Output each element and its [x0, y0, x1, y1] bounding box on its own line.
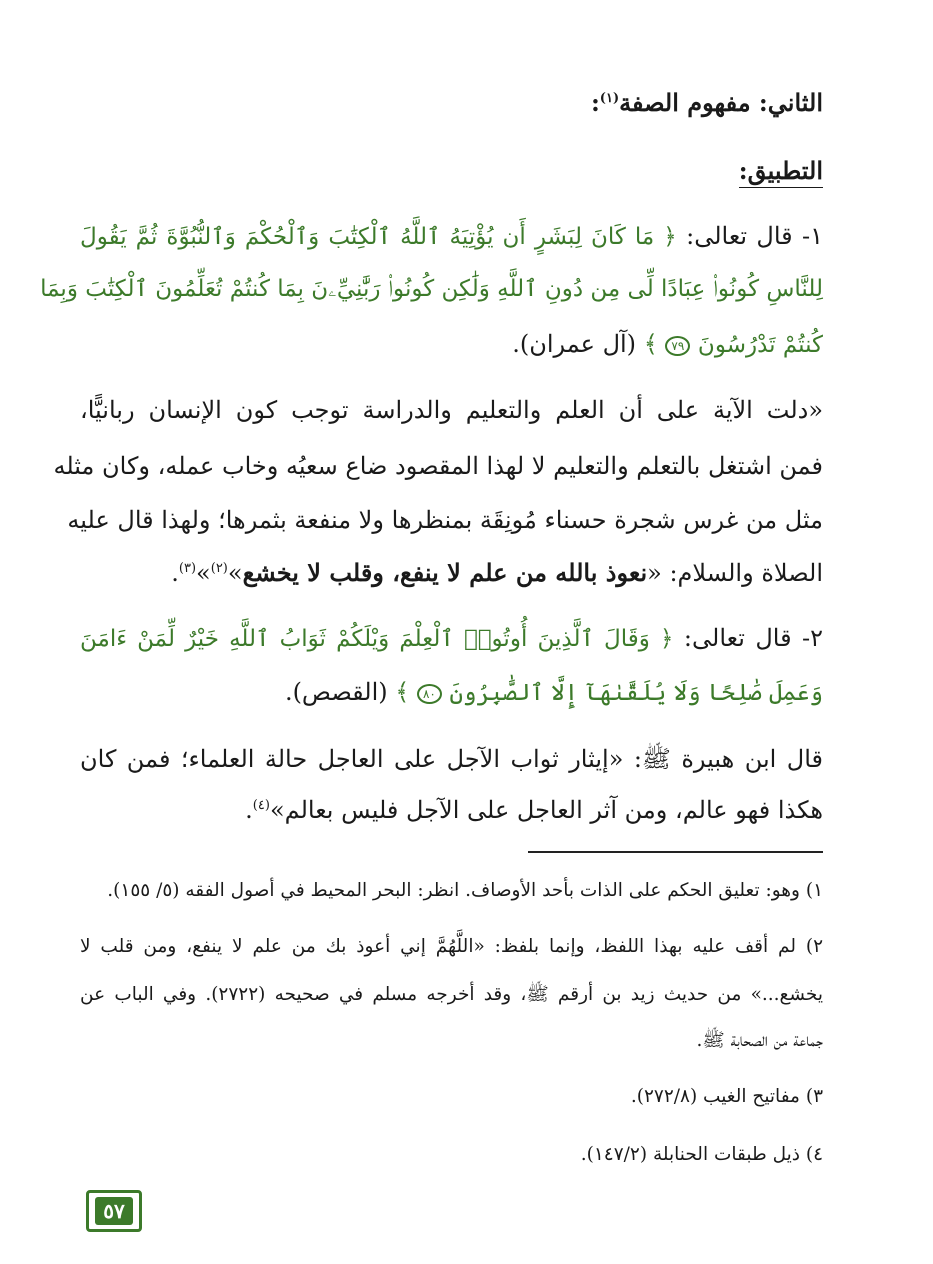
- ayah-number-icon: ٧٩: [665, 336, 690, 356]
- app2-line1: ٢- قال تعالى: ﴿ وَقَالَ ٱلَّذِينَ أُوتُوا۟ ٱلْعِلْمَ وَيْلَكُمْ ثَوَابُ ٱللَّهِ خَيْرٌ لِّمَنْ ءَامَنَ: [80, 624, 823, 652]
- para2-line1: قال ابن هبيرة ﷺ: «إيثار ثواب الآجل على العاجل حالة العلماء؛ فمن كان: [80, 745, 823, 773]
- ayah-number-icon: ٨٠: [417, 684, 442, 704]
- page-number-badge: [86, 1190, 142, 1232]
- app2-line2: وَعَمِلَ صَٰلِحًا وَلَا يُلَقَّىٰهَآ إِلَّا ٱلصَّٰبِرُونَ ٨٠ ﴾ (القصص).: [284, 678, 823, 706]
- footnote-mark: (٤): [252, 798, 270, 813]
- page-number: ٥٧: [95, 1197, 132, 1225]
- footnote-4: ٤) ذيل طبقات الحنابلة (١٤٧/٢).: [580, 1144, 823, 1165]
- footnote-2-line2: يخشع...» من حديث زيد بن أرقم ﷺ، وقد أخرجه مسلم في صحيحه (٢٧٢٢). وفي الباب عن: [80, 984, 823, 1005]
- app1-line2: لِلنَّاسِ كُونُوا۟ عِبَادًا لِّى مِن دُونِ ٱللَّهِ وَلَٰكِن كُونُوا۟ رَبَّٰنِيِّۦنَ بِمَا كُنتُمْ تُعَلِّمُونَ ٱلْكِتَٰبَ وَبِمَا: [40, 276, 823, 302]
- para1-line3: مثل من غرس شجرة حسناء مُونِقَة بمنظرها ولا منفعة بثمرها؛ ولهذا قال عليه: [67, 506, 823, 534]
- footnote-2-line1: ٢) لم أقف عليه بهذا اللفظ، وإنما بلفظ: «اللَّهُمَّ إني أعوذ بك من علم لا ينفع، ومن قلب لا: [80, 936, 823, 957]
- heading: الثاني: مفهوم الصفة$^{(١)}$:: [590, 88, 823, 117]
- para1-line1: «دلت الآية على أن العلم والتعليم والدراسة توجب كون الإنسان ربانيًّا،: [80, 396, 823, 424]
- section-title: التطبيق:: [80, 156, 823, 185]
- quran-verse: ﴿ مَا كَانَ لِبَشَرٍ أَن يُؤْتِيَهُ ٱللَّهُ ٱلْكِتَٰبَ وَٱلْحُكْمَ وَٱلنُّبُوَّةَ ثُمَّ يَقُولَ: [80, 224, 677, 250]
- app1-line1: ١- قال تعالى: ﴿ مَا كَانَ لِبَشَرٍ أَن يُؤْتِيَهُ ٱللَّهُ ٱلْكِتَٰبَ وَٱلْحُكْمَ وَٱلنُّبُوَّةَ ثُمَّ يَقُولَ: [80, 222, 824, 250]
- footnote-2-line3: جماعة من الصحابة ﷺ.: [696, 1030, 823, 1051]
- footnote-divider: [528, 851, 823, 853]
- footnote-3: ٣) مفاتيح الغيب (٢٧٢/٨).: [630, 1086, 823, 1107]
- para2-line2: هكذا فهو عالم، ومن آثر العاجل على الآجل فليس بعالم»$^{(٤)}$.: [245, 796, 823, 824]
- app1-line3: كُنتُمْ تَدْرُسُونَ ٧٩ ﴾ (آل عمران).: [512, 330, 823, 358]
- para1-line2: فمن اشتغل بالتعلم والتعليم لا لهذا المقصود ضاع سعيُه وخاب عمله، وكان مثله: [53, 452, 823, 480]
- para1-line4: الصلاة والسلام: «نعوذ بالله من علم لا ينفع، وقلب لا يخشع»$^{(٢)}$»$^{(٣)}$.: [171, 558, 823, 587]
- footnote-mark: (١): [599, 91, 620, 106]
- footnote-mark: (٣): [178, 561, 197, 576]
- quran-verse: ﴿ وَقَالَ ٱلَّذِينَ أُوتُوا۟ ٱلْعِلْمَ وَيْلَكُمْ ثَوَابُ ٱللَّهِ خَيْرٌ لِّمَنْ ءَامَنَ: [80, 626, 674, 652]
- footnote-1: ١) وهو: تعليق الحكم على الذات بأحد الأوصاف. انظر: البحر المحيط في أصول الفقه (٥/ ١٥٥).: [107, 880, 823, 901]
- footnote-mark: (٢): [210, 561, 228, 576]
